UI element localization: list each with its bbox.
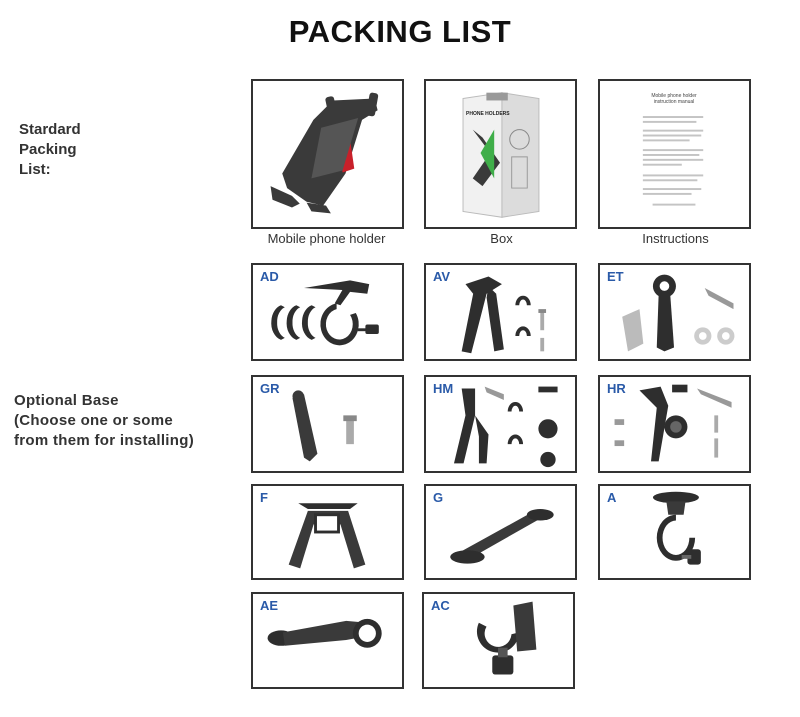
mount-f-icon bbox=[253, 486, 402, 578]
manual-title bbox=[644, 93, 704, 105]
page-title: PACKING LIST bbox=[288, 14, 512, 49]
optional-item-gr bbox=[251, 375, 404, 473]
optional-item-hr bbox=[598, 375, 751, 473]
item-code: AD bbox=[260, 269, 279, 284]
optional-label-text: Optional Base (Choose one or some from them for installing) bbox=[14, 392, 194, 449]
item-code: AV bbox=[433, 269, 451, 284]
manual-title-text: Mobile phone holder instruction manual bbox=[651, 93, 697, 105]
standard-item-box bbox=[424, 79, 577, 229]
mount-g-icon bbox=[426, 486, 575, 578]
mount-a-icon bbox=[600, 486, 749, 578]
item-code: AE bbox=[260, 598, 279, 613]
optional-item-ac bbox=[422, 592, 575, 689]
optional-item-a bbox=[598, 484, 751, 580]
optional-item-f bbox=[251, 484, 404, 580]
caption-instructions: Instructions bbox=[642, 231, 709, 246]
box-icon bbox=[426, 81, 575, 227]
phone-holder-icon bbox=[253, 81, 402, 227]
standard-packing-label bbox=[19, 120, 109, 180]
optional-item-g bbox=[424, 484, 577, 580]
standard-label-text: Stardard Packing List: bbox=[19, 121, 81, 178]
optional-item-ad bbox=[251, 263, 404, 361]
optional-base-label bbox=[14, 391, 234, 451]
optional-item-hm bbox=[424, 375, 577, 473]
item-code: ET bbox=[607, 269, 624, 284]
item-code: AC bbox=[431, 598, 450, 613]
standard-item-instructions bbox=[598, 79, 751, 229]
caption-mobile-phone-holder: Mobile phone holder bbox=[267, 231, 386, 246]
standard-item-phone-holder bbox=[251, 79, 404, 229]
box-label-text: PHONE HOLDERS bbox=[466, 111, 510, 117]
optional-item-av bbox=[424, 263, 577, 361]
item-code: GR bbox=[260, 381, 280, 396]
caption-box: Box bbox=[490, 231, 513, 246]
item-code: A bbox=[607, 490, 617, 505]
item-code: G bbox=[433, 490, 444, 505]
optional-item-et bbox=[598, 263, 751, 361]
item-code: HM bbox=[433, 381, 454, 396]
optional-item-ae bbox=[251, 592, 404, 689]
item-code: HR bbox=[607, 381, 626, 396]
item-code: F bbox=[260, 490, 268, 505]
